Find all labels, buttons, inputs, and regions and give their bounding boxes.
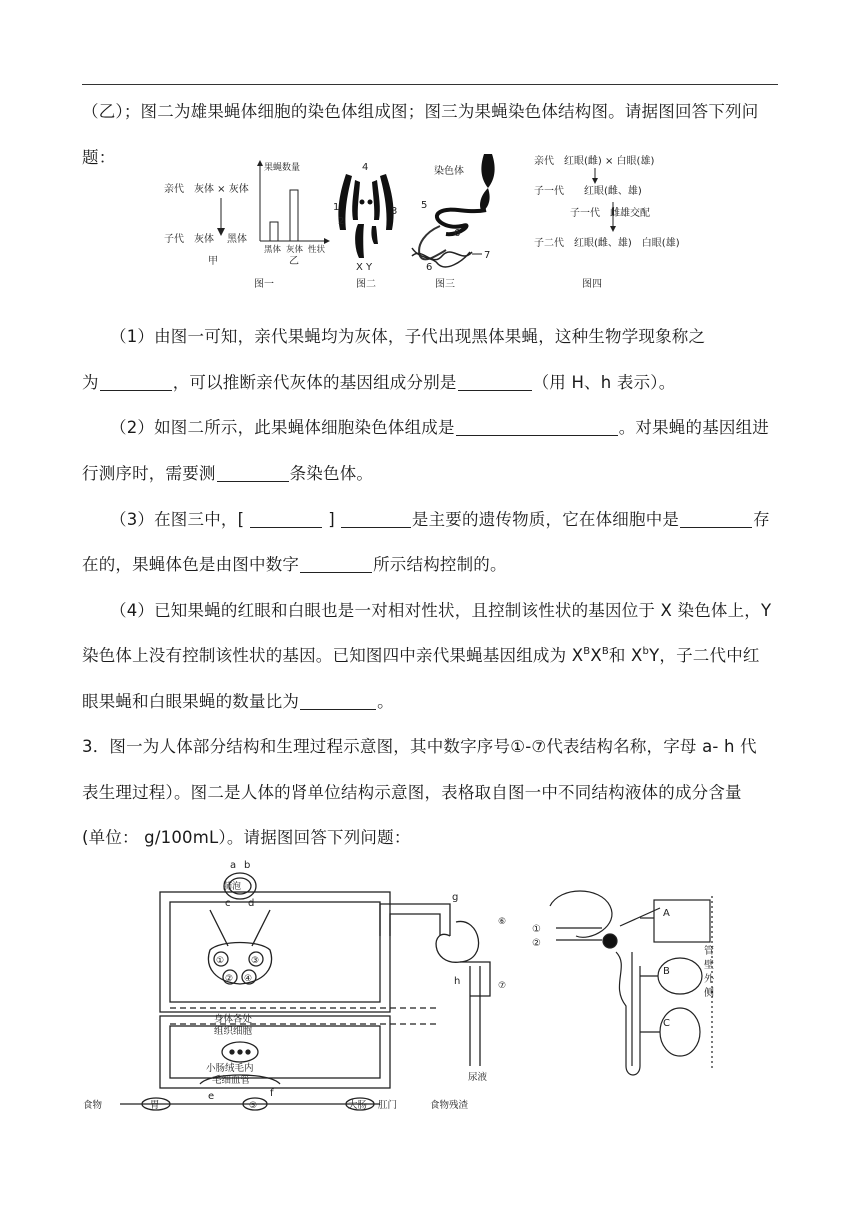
q3-blank-1[interactable] (250, 509, 322, 528)
label-tissue-2: 组织细胞 (214, 1026, 253, 1037)
label-c6: ⑥ (498, 917, 507, 927)
label-e: e (208, 1091, 215, 1102)
label-b: b (244, 860, 251, 871)
q1-line-a: （1）由图一可知，亲代果蝇均为灰体，子代出现黑体果蝇，这种生物学现象称之 (110, 327, 706, 346)
fig2-n4: 4 (362, 162, 369, 173)
fig1-child-label: 子代 (164, 234, 184, 245)
label-d: d (248, 898, 255, 909)
fig1-child-a: 灰体 (194, 234, 214, 245)
intro-line-2: 题： (82, 148, 116, 167)
nephron-k1: ① (532, 924, 541, 935)
nephron-wall-1: 管 (704, 946, 714, 957)
fig4-f1-cross: 子一代 雌雄交配 (570, 208, 650, 219)
figure-2 (333, 162, 397, 290)
nephron-kC: C (663, 1018, 670, 1029)
q3-blank-4[interactable] (300, 554, 372, 573)
label-residue: 食物残渣 (430, 1100, 469, 1111)
label-intestine-1: 小肠绒毛内 (206, 1063, 254, 1074)
header-rule (82, 84, 778, 85)
q5-line-c: (单位： g/100mL）。请据图回答下列问题： (82, 828, 411, 847)
intro-line-1: （乙）；图二为雄果蝇体细胞的染色体组成图；图三为果蝇染色体结构图。请据图回答下列问 (82, 102, 759, 121)
figure-3 (412, 154, 495, 290)
fig1-sub-label: 甲 (208, 256, 218, 267)
fig2-n2: 2 (338, 216, 345, 227)
label-food: 食物 (83, 1100, 103, 1111)
label-c: c (225, 898, 231, 909)
fig1-chart-x2: 灰体 (286, 245, 304, 255)
q2-line-b: 行测序时，需要测 条染色体。 (82, 464, 374, 483)
label-alveoli: 肺泡 (223, 882, 242, 892)
q1-line-b: 为 ，可以推断亲代灰体的基因组成分别是 （用 H、h 表示）。 (82, 373, 676, 392)
q2-blank-1[interactable] (456, 417, 618, 436)
nephron-k2: ② (532, 938, 541, 949)
label-tissue-1: 身体各处 (214, 1014, 253, 1025)
label-c7: ⑦ (498, 981, 507, 991)
label-intestine-2: 毛细血管 (212, 1075, 251, 1086)
label-c2: ② (225, 974, 234, 984)
label-c5: ⑤ (249, 1101, 258, 1111)
fig4-caption: 图四 (582, 279, 602, 290)
fig3-n7: 7 (484, 250, 491, 261)
fig2-caption: 图二 (356, 279, 376, 290)
figure-4 (534, 154, 680, 290)
label-anus: 肛门 (378, 1100, 398, 1111)
fig1-parent-cross: 灰体 × 灰体 (194, 184, 249, 195)
q5-line-b: 表生理过程）。图二是人体的肾单位结构示意图，表格取自图一中不同结构液体的成分含量 (82, 783, 742, 802)
q1-blank-2[interactable] (458, 372, 532, 391)
genetics-figures (150, 152, 710, 297)
figure-1 (164, 160, 330, 290)
fig3-caption: 图三 (435, 279, 455, 290)
nephron-diagram (550, 891, 712, 1075)
fig1-chart-ylabel: 果蝇数量 (264, 163, 301, 173)
q3-line-b: 在的，果蝇体色是由图中数字 所示结构控制的。 (82, 555, 507, 574)
fig1-caption: 图一 (254, 279, 274, 290)
nephron-kA: A (663, 908, 670, 919)
label-f: f (270, 1088, 274, 1099)
fig1-chart-x1: 黑体 (264, 245, 282, 255)
fig1-bar-black (270, 222, 278, 241)
q4-line-a: （4）已知果蝇的红眼和白眼也是一对相对性状，且控制该性状的基因位于 X 染色体上，Y (110, 601, 772, 620)
label-h: h (454, 976, 461, 987)
circulation-diagram (120, 873, 490, 1110)
fig3-label: 染色体 (434, 166, 464, 177)
label-a: a (230, 860, 237, 871)
fig3-n6a: 6 (454, 228, 461, 239)
label-c3: ③ (251, 956, 260, 966)
q5-line-a: 3．图一为人体部分结构和生理过程示意图，其中数字序号①-⑦代表结构名称，字母 a- h 代 (82, 737, 757, 756)
q1-blank-1[interactable] (100, 372, 172, 391)
fig1-bar-gray (290, 190, 298, 241)
fig1-chart-sub: 乙 (289, 256, 299, 267)
fig4-parent: 亲代 红眼(雌) × 白眼(雄) (534, 156, 655, 167)
fig3-n5: 5 (421, 200, 428, 211)
q3-blank-2[interactable] (341, 509, 411, 528)
fig3-n6b: 6 (426, 262, 433, 273)
fig4-f1: 子一代 红眼(雌、雄) (534, 186, 642, 197)
nephron-wall-3: 外 (704, 974, 714, 985)
fig2-xy: X Y (356, 262, 373, 273)
q4-line-c: 眼果蝇和白眼果蝇的数量比为 。 (82, 692, 394, 711)
label-g: g (452, 892, 459, 903)
label-c4: ④ (244, 974, 253, 984)
fig4-f2: 子二代 红眼(雌、雄) 白眼(雄) (534, 238, 680, 249)
nephron-labels (532, 908, 715, 1029)
q3-blank-3[interactable] (680, 509, 752, 528)
fig1-child-b: 黑体 (227, 234, 247, 245)
fig2-n3: 3 (391, 206, 398, 217)
nephron-wall-4: 侧 (704, 988, 714, 999)
fig1-chart-xlabel: 性状 (308, 245, 326, 255)
q2-blank-2[interactable] (217, 463, 289, 482)
label-stomach: 胃 (150, 1100, 160, 1111)
q4-blank-1[interactable] (300, 691, 376, 710)
nephron-wall-2: 壁 (704, 960, 714, 971)
circulation-labels (83, 860, 506, 1111)
q3-line-a: （3）在图三中，[ ] 是主要的遗传物质，它在体细胞中是 存 (110, 510, 770, 529)
fig2-n1: 1 (333, 202, 340, 213)
label-c1: ① (216, 956, 225, 966)
q4-line-b: 染色体上没有控制该性状的基因。已知图四中亲代果蝇基因组成为 $X^BX^B$和 $X^bY$，子二代中红 (82, 646, 760, 665)
q2-line-a: （2）如图二所示，此果蝇体细胞染色体组成是 。对果蝇的基因组进 (110, 418, 770, 437)
label-large-intestine: 大肠 (348, 1100, 368, 1111)
nephron-kB: B (663, 966, 670, 977)
label-urine: 尿液 (468, 1072, 488, 1083)
physiology-figures (80, 856, 720, 1116)
fig1-parent-label: 亲代 (164, 184, 184, 195)
